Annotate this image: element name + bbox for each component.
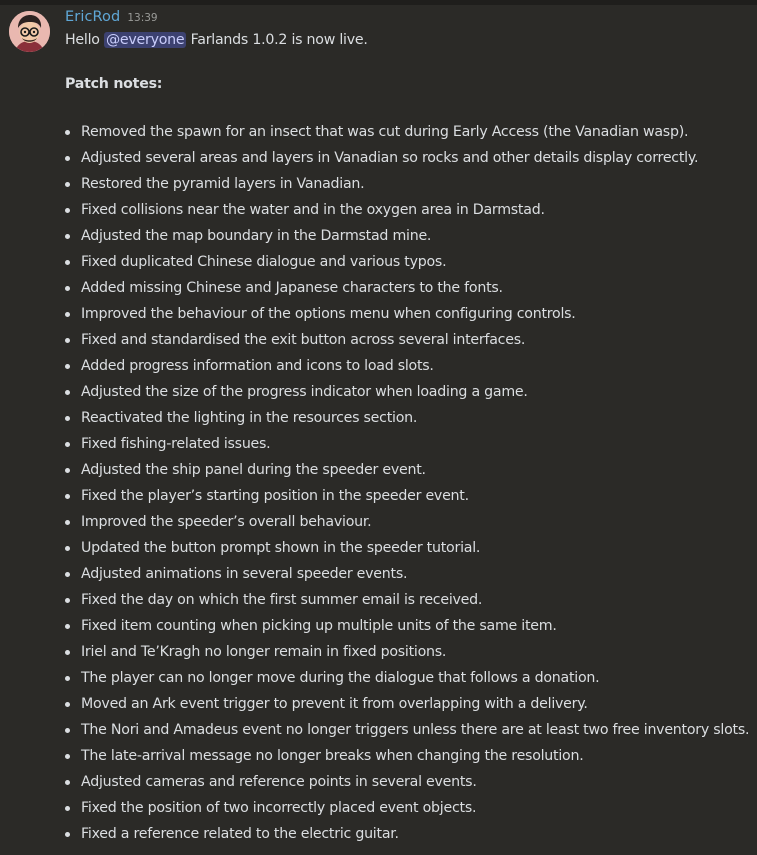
list-item: Removed the spawn for an insect that was cut during Early Access (the Vanadian wasp). — [65, 122, 745, 148]
avatar-icon[interactable] — [9, 11, 50, 52]
list-item: Adjusted the ship panel during the speeder event. — [65, 460, 745, 486]
announcement-text: Farlands 1.0.2 is now live. — [186, 32, 368, 48]
list-item: Added missing Chinese and Japanese characters to the fonts. — [65, 278, 745, 304]
list-item: Fixed duplicated Chinese dialogue and various typos. — [65, 252, 745, 278]
list-item: Fixed the player’s starting position in the speeder event. — [65, 486, 745, 512]
list-item: Adjusted several areas and layers in Vanadian so rocks and other details display correctly. — [65, 148, 745, 174]
message-header — [65, 9, 158, 27]
list-item: Reactivated the lighting in the resources section. — [65, 408, 745, 434]
list-item: The late-arrival message no longer breaks when changing the resolution. — [65, 746, 745, 772]
list-item: Fixed and standardised the exit button across several interfaces. — [65, 330, 745, 356]
greeting-line — [65, 30, 745, 50]
list-item: Updated the button prompt shown in the speeder tutorial. — [65, 538, 745, 564]
list-item: Adjusted the size of the progress indicator when loading a game. — [65, 382, 745, 408]
list-item: Adjusted cameras and reference points in several events. — [65, 772, 745, 798]
list-item: Improved the behaviour of the options menu when configuring controls. — [65, 304, 745, 330]
patch-notes-list — [65, 122, 750, 850]
chat-message — [0, 5, 757, 855]
list-item: Fixed collisions near the water and in the oxygen area in Darmstad. — [65, 200, 745, 226]
list-item: Fixed fishing-related issues. — [65, 434, 745, 460]
message-content — [65, 30, 750, 850]
patch-notes-heading: Patch notes: — [65, 76, 163, 92]
list-item: Fixed a reference related to the electric guitar. — [65, 824, 745, 850]
reaction-bar-peek — [65, 850, 265, 855]
list-item: Fixed the day on which the first summer email is received. — [65, 590, 745, 616]
list-item: Iriel and Te’Kragh no longer remain in fixed positions. — [65, 642, 745, 668]
list-item: Restored the pyramid layers in Vanadian. — [65, 174, 745, 200]
author-name[interactable]: EricRod — [65, 9, 121, 25]
greeting-text: Hello — [65, 32, 104, 48]
list-item: The player can no longer move during the dialogue that follows a donation. — [65, 668, 745, 694]
list-item: Adjusted the map boundary in the Darmstad mine. — [65, 226, 745, 252]
everyone-mention[interactable]: @everyone — [105, 32, 185, 48]
list-item: Adjusted animations in several speeder events. — [65, 564, 745, 590]
list-item: Added progress information and icons to load slots. — [65, 356, 745, 382]
message-timestamp[interactable]: 13:39 — [127, 12, 158, 24]
list-item: Fixed the position of two incorrectly placed event objects. — [65, 798, 745, 824]
list-item: Improved the speeder’s overall behaviour. — [65, 512, 745, 538]
list-item: Fixed item counting when picking up multiple units of the same item. — [65, 616, 745, 642]
list-item: The Nori and Amadeus event no longer triggers unless there are at least two free inventory slots. — [65, 720, 745, 746]
list-item: Moved an Ark event trigger to prevent it from overlapping with a delivery. — [65, 694, 745, 720]
